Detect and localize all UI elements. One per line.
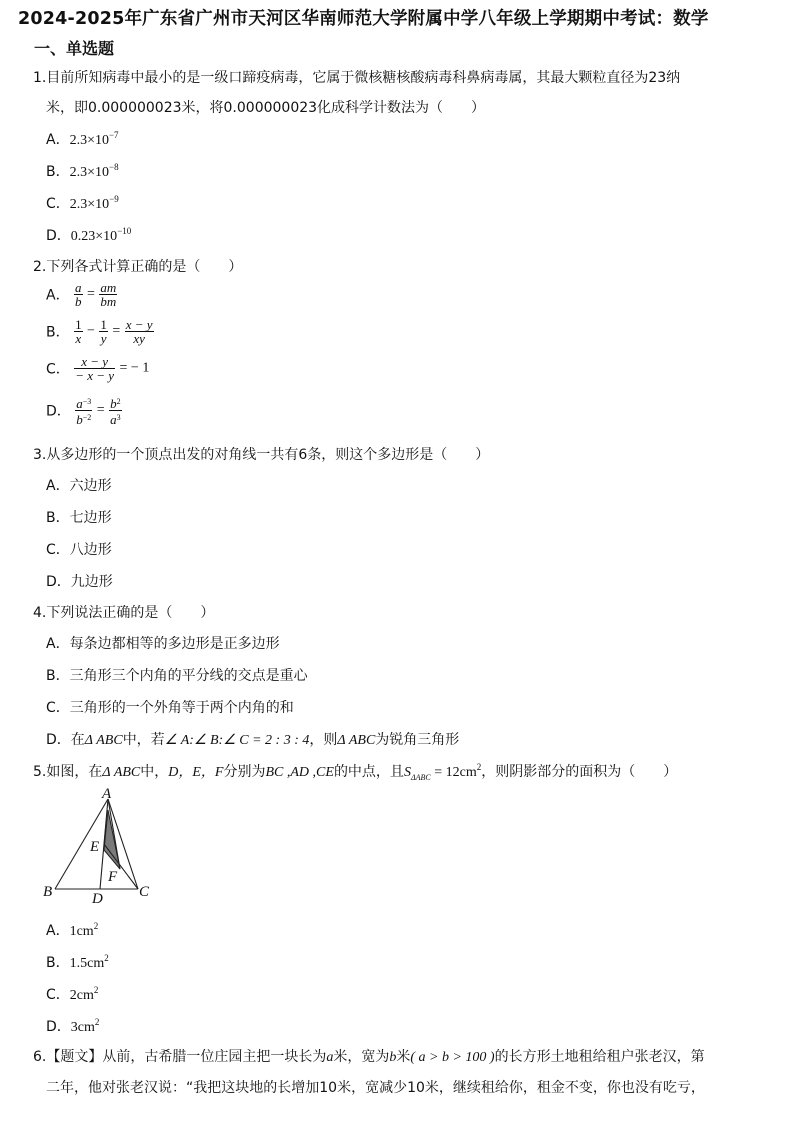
math-triangle: Δ ABC <box>84 733 123 748</box>
fraction: $\frac{x - y}{xy}$ <box>125 317 153 346</box>
value: 2cm <box>69 988 94 1003</box>
q6-stem-line2: 二年，他对张老汉说：“我把这块地的长增加10米，宽减少10米，继续租给你，租金不变，你也没有吃亏， <box>46 1080 705 1096</box>
value: 1.5cm <box>69 956 105 971</box>
option-label: C． <box>46 361 70 378</box>
q5-stem: 5.如图，在Δ ABC中，D，E，F分别为BC ,AD ,CE的中点，且$S_{\Delta ABC} = 12cm^2$，则阴影部分的面积为（ ） <box>33 762 678 782</box>
q2-option-c[interactable] <box>46 355 149 382</box>
mantissa: 2.3 <box>69 197 88 212</box>
mantissa: 0.23 <box>70 229 96 244</box>
option-label: D． <box>46 228 71 244</box>
value: 3cm <box>70 1020 95 1035</box>
side-ab <box>55 799 108 889</box>
q4-option-b[interactable]: B．三角形三个内角的平分线的交点是重心 <box>46 668 308 684</box>
q1-stem-line2: 米，即0.000000023米，将0.000000023化成科学计数法为（ ） <box>46 100 486 116</box>
math-area: S <box>403 765 411 780</box>
q5-option-a[interactable] <box>46 920 98 940</box>
text: D．在 <box>46 732 85 748</box>
triangle-figure <box>38 786 162 904</box>
text: 为锐角三角形 <box>375 732 460 748</box>
option-label: D． <box>46 403 71 420</box>
label-c: C <box>139 884 150 900</box>
math-triangle: Δ ABC <box>337 733 376 748</box>
q2-option-a[interactable] <box>46 281 117 308</box>
q3-option-c[interactable]: C．八边形 <box>46 542 112 558</box>
math-points: D，E，F <box>168 765 224 780</box>
text: 中，若 <box>122 732 165 748</box>
q1-option-b[interactable] <box>46 161 119 181</box>
option-label: B． <box>46 955 70 971</box>
q3-option-b[interactable]: B．七边形 <box>46 510 112 526</box>
q1-option-c[interactable] <box>46 193 119 213</box>
power-base: ×10 <box>87 133 109 148</box>
mantissa: 2.3 <box>69 165 88 180</box>
math-angle-ratio: ∠ A:∠ B:∠ C = 2 : 3 : 4 <box>164 733 310 748</box>
power-base: ×10 <box>87 165 110 180</box>
option-label: A． <box>46 287 70 304</box>
equals-sign: = <box>86 286 95 302</box>
label-a: A <box>102 786 112 802</box>
fraction: $\frac{1}{y}$ <box>100 317 107 346</box>
power-base: ×10 <box>95 229 118 244</box>
mantissa: 2.3 <box>69 133 88 148</box>
q4-option-d[interactable] <box>46 729 459 749</box>
fraction: $\frac{a}{b}$ <box>75 280 82 309</box>
equals-sign: = <box>112 323 121 339</box>
math-segments: BC ,AD ,CE <box>265 765 334 780</box>
fraction: $\frac{a^{-3}}{b^{-2}}$ <box>76 396 92 427</box>
q4-stem: 4.下列说法正确的是（ ） <box>33 605 215 621</box>
exponent: 2 <box>93 985 99 995</box>
exponent: −8 <box>109 162 119 172</box>
label-d: D <box>92 891 103 904</box>
math-b: b <box>389 1050 397 1065</box>
text: ，则 <box>309 732 338 748</box>
q5-option-c[interactable] <box>46 984 98 1004</box>
q6-stem-line1: 6.【题文】从前，古希腊一位庄园主把一块长为a米，宽为b米( a > b > 100 )的长方形土地租给租户张老汉，第 <box>33 1049 705 1065</box>
q3-stem: 3.从多边形的一个顶点出发的对角线一共有6条，则这个多边形是（ ） <box>33 447 490 463</box>
math-a: a <box>326 1050 334 1065</box>
exponent: −10 <box>117 226 132 236</box>
q3-option-a[interactable]: A．六边形 <box>46 478 112 494</box>
fraction: $\frac{1}{x}$ <box>75 317 82 346</box>
q3-option-d[interactable]: D．九边形 <box>46 574 113 590</box>
option-label: C． <box>46 196 70 212</box>
exponent: 2 <box>93 921 99 931</box>
section-heading: 一、单选题 <box>34 39 115 58</box>
fraction: $\frac{x - y}{- x - y}$ <box>75 354 115 383</box>
exponent: −7 <box>108 130 119 140</box>
q4-option-a[interactable]: A．每条边都相等的多边形是正多边形 <box>46 636 280 652</box>
label-f: F <box>108 869 118 885</box>
q5-option-d[interactable] <box>46 1016 99 1036</box>
option-label: B． <box>46 164 70 180</box>
q2-stem: 2.下列各式计算正确的是（ ） <box>33 259 243 275</box>
value: 1cm <box>69 924 94 939</box>
option-label: A． <box>46 923 70 939</box>
fraction: $\frac{am}{bm}$ <box>100 280 117 309</box>
right-hand-side: = − 1 <box>119 360 150 376</box>
math-condition: ( a > b > 100 ) <box>410 1050 495 1065</box>
equals-sign: = <box>96 402 105 418</box>
label-b: B <box>43 884 53 900</box>
exponent: 2 <box>104 953 109 963</box>
q2-option-d[interactable] <box>46 395 122 426</box>
minus-sign: − <box>87 323 95 339</box>
q1-stem-line1: 1.目前所知病毒中最小的是一级口蹄疫病毒，它属于微核糖核酸病毒科鼻病毒属，其最大颗粒直径为23纳 <box>33 70 681 86</box>
q1-option-a[interactable] <box>46 129 119 149</box>
exponent: −9 <box>109 194 119 204</box>
option-label: B． <box>46 324 70 341</box>
exponent: 2 <box>94 1017 100 1027</box>
fraction: $\frac{b^2}{a^3}$ <box>110 396 121 427</box>
math-triangle: Δ ABC <box>102 765 141 780</box>
q2-option-b[interactable] <box>46 318 154 345</box>
power-base: ×10 <box>87 197 110 212</box>
option-label: D． <box>46 1019 71 1035</box>
q5-option-b[interactable] <box>46 952 109 972</box>
q4-option-c[interactable]: C．三角形的一个外角等于两个内角的和 <box>46 700 294 716</box>
q1-option-d[interactable] <box>46 225 131 245</box>
option-label: A． <box>46 132 70 148</box>
option-label: C． <box>46 987 70 1003</box>
label-e: E <box>90 839 100 855</box>
document-title: 2024-2025年广东省广州市天河区华南师范大学附属中学八年级上学期期中考试：数学 <box>18 9 709 29</box>
